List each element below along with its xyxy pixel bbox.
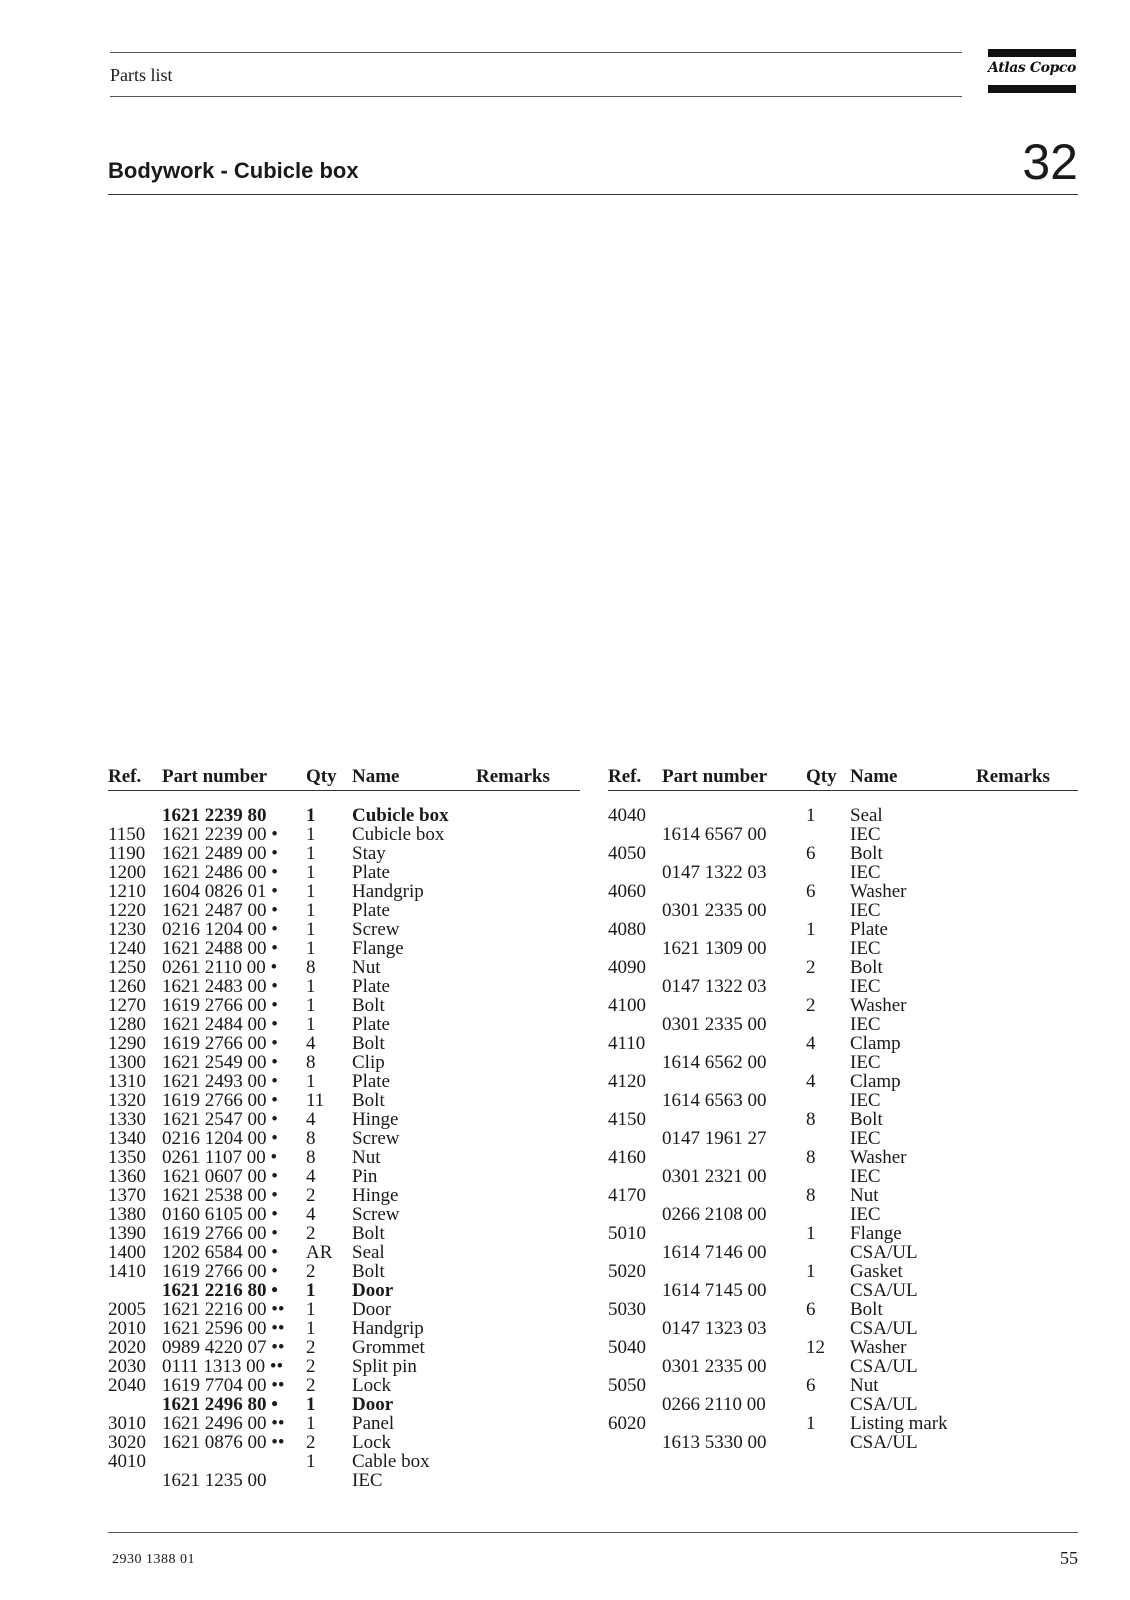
- qty-cell: 8: [806, 1109, 816, 1130]
- part-number-cell: 1621 2488 00 •: [162, 938, 278, 959]
- qty-cell: 1: [306, 1394, 316, 1415]
- name-cell: Nut: [850, 1185, 879, 1206]
- qty-cell: 4: [306, 1166, 316, 1187]
- part-number-cell: 1621 2239 80: [162, 805, 267, 826]
- name-cell: IEC: [850, 1052, 881, 1073]
- qty-cell: 1: [306, 900, 316, 921]
- ref-cell: 1150: [108, 824, 146, 845]
- part-number-cell: 0261 2110 00 •: [162, 957, 278, 978]
- name-cell: Clamp: [850, 1033, 901, 1054]
- qty-cell: 8: [306, 957, 316, 978]
- ref-cell: 1390: [108, 1223, 146, 1244]
- part-number-cell: 0301 2335 00: [662, 1356, 767, 1377]
- ref-cell: 4100: [608, 995, 646, 1016]
- name-cell: Bolt: [352, 1090, 385, 1111]
- part-number-cell: 1621 2239 00 •: [162, 824, 278, 845]
- col-header-part-number: Part number: [162, 766, 268, 787]
- ref-cell: 5050: [608, 1375, 646, 1396]
- ref-cell: 1340: [108, 1128, 146, 1149]
- ref-cell: 2040: [108, 1375, 146, 1396]
- col-header-name: Name: [850, 766, 898, 787]
- col-header-qty: Qty: [306, 766, 337, 787]
- ref-cell: 1280: [108, 1014, 146, 1035]
- ref-cell: 1200: [108, 862, 146, 883]
- ref-cell: 1320: [108, 1090, 146, 1111]
- document-type-label: Parts list: [110, 65, 173, 85]
- name-cell: IEC: [850, 1090, 881, 1111]
- qty-cell: 1: [306, 843, 316, 864]
- ref-cell: 4090: [608, 957, 646, 978]
- name-cell: Plate: [352, 900, 390, 921]
- name-cell: Plate: [352, 862, 390, 883]
- qty-cell: 2: [306, 1432, 316, 1453]
- part-number-cell: 1621 2216 00 ••: [162, 1299, 285, 1320]
- name-cell: Bolt: [352, 1261, 385, 1282]
- name-cell: IEC: [850, 1204, 881, 1225]
- ref-cell: 1220: [108, 900, 146, 921]
- ref-cell: 4160: [608, 1147, 646, 1168]
- qty-cell: 8: [306, 1128, 316, 1149]
- ref-cell: 6020: [608, 1413, 646, 1434]
- name-cell: IEC: [850, 1166, 881, 1187]
- qty-cell: 1: [806, 1413, 816, 1434]
- qty-cell: 6: [806, 881, 816, 902]
- name-cell: Nut: [352, 957, 381, 978]
- part-number-cell: 1621 2493 00 •: [162, 1071, 278, 1092]
- qty-cell: 2: [306, 1337, 316, 1358]
- qty-cell: 4: [806, 1071, 816, 1092]
- name-cell: CSA/UL: [850, 1356, 918, 1377]
- name-cell: Bolt: [352, 995, 385, 1016]
- ref-cell: 1370: [108, 1185, 146, 1206]
- qty-cell: 1: [306, 1071, 316, 1092]
- name-cell: Door: [352, 1280, 394, 1301]
- ref-cell: 1350: [108, 1147, 146, 1168]
- qty-cell: 1: [306, 1014, 316, 1035]
- name-cell: Hinge: [352, 1109, 399, 1130]
- name-cell: Screw: [352, 1128, 400, 1149]
- name-cell: Bolt: [850, 1299, 883, 1320]
- ref-cell: 1230: [108, 919, 146, 940]
- part-number-cell: 1621 1235 00: [162, 1470, 267, 1491]
- qty-cell: 1: [306, 938, 316, 959]
- part-number-cell: 1604 0826 01 •: [162, 881, 278, 902]
- ref-cell: 5040: [608, 1337, 646, 1358]
- document-number: 2930 1388 01: [112, 1552, 195, 1567]
- ref-cell: 3020: [108, 1432, 146, 1453]
- name-cell: Washer: [850, 881, 907, 902]
- name-cell: Lock: [352, 1432, 392, 1453]
- col-header-qty: Qty: [806, 766, 837, 787]
- qty-cell: 2: [806, 995, 816, 1016]
- brand-name: Atlas Copco: [988, 60, 1076, 76]
- part-number-cell: 1621 2496 00 ••: [162, 1413, 285, 1434]
- part-number-cell: 0147 1322 03: [662, 862, 767, 883]
- qty-cell: 1: [306, 1299, 316, 1320]
- ref-cell: 1210: [108, 881, 146, 902]
- section-title-rule: [108, 194, 1078, 195]
- name-cell: Washer: [850, 1337, 907, 1358]
- name-cell: Clip: [352, 1052, 385, 1073]
- header-bottom-rule: [110, 96, 962, 97]
- qty-cell: 1: [806, 919, 816, 940]
- qty-cell: 1: [806, 805, 816, 826]
- qty-cell: 8: [806, 1185, 816, 1206]
- name-cell: Plate: [352, 976, 390, 997]
- name-cell: Grommet: [352, 1337, 425, 1358]
- qty-cell: 12: [806, 1337, 825, 1358]
- qty-cell: 1: [306, 919, 316, 940]
- ref-cell: 4150: [608, 1109, 646, 1130]
- part-number-cell: 1621 2596 00 ••: [162, 1318, 285, 1339]
- part-number-cell: 0216 1204 00 •: [162, 919, 278, 940]
- part-number-cell: 1619 7704 00 ••: [162, 1375, 285, 1396]
- name-cell: Plate: [850, 919, 888, 940]
- ref-cell: 1400: [108, 1242, 146, 1263]
- qty-cell: 1: [306, 1318, 316, 1339]
- ref-cell: 1290: [108, 1033, 146, 1054]
- part-number-cell: 1621 2486 00 •: [162, 862, 278, 883]
- name-cell: Door: [352, 1394, 394, 1415]
- part-number-cell: 0266 2110 00: [662, 1394, 766, 1415]
- name-cell: Split pin: [352, 1356, 417, 1377]
- ref-cell: 5020: [608, 1261, 646, 1282]
- part-number-cell: 1621 2496 80 •: [162, 1394, 278, 1415]
- ref-cell: 1410: [108, 1261, 146, 1282]
- name-cell: Bolt: [850, 843, 883, 864]
- name-cell: IEC: [352, 1470, 383, 1491]
- name-cell: CSA/UL: [850, 1318, 918, 1339]
- name-cell: Stay: [352, 843, 386, 864]
- name-cell: IEC: [850, 862, 881, 883]
- name-cell: Washer: [850, 995, 907, 1016]
- name-cell: CSA/UL: [850, 1280, 918, 1301]
- col-header-ref: Ref.: [108, 766, 142, 787]
- part-number-cell: 0989 4220 07 ••: [162, 1337, 285, 1358]
- qty-cell: 1: [306, 995, 316, 1016]
- name-cell: Handgrip: [352, 1318, 424, 1339]
- part-number-cell: 1621 2483 00 •: [162, 976, 278, 997]
- page-number: 55: [1060, 1548, 1078, 1568]
- ref-cell: 4110: [608, 1033, 646, 1054]
- qty-cell: 8: [306, 1052, 316, 1073]
- part-number-cell: 1614 6562 00: [662, 1052, 767, 1073]
- part-number-cell: 0147 1961 27: [662, 1128, 767, 1149]
- name-cell: IEC: [850, 824, 881, 845]
- ref-cell: 1250: [108, 957, 146, 978]
- part-number-cell: 1619 2766 00 •: [162, 1223, 278, 1244]
- part-number-cell: 0216 1204 00 •: [162, 1128, 278, 1149]
- part-number-cell: 1621 2489 00 •: [162, 843, 278, 864]
- qty-cell: 11: [306, 1090, 325, 1111]
- qty-cell: 6: [806, 843, 816, 864]
- part-number-cell: 1621 2538 00 •: [162, 1185, 278, 1206]
- name-cell: Screw: [352, 919, 400, 940]
- name-cell: Seal: [352, 1242, 385, 1263]
- name-cell: Cubicle box: [352, 824, 445, 845]
- qty-cell: 4: [306, 1204, 316, 1225]
- section-number: 32: [1022, 134, 1078, 190]
- qty-cell: 1: [306, 1280, 316, 1301]
- part-number-cell: 1202 6584 00 •: [162, 1242, 278, 1263]
- part-number-cell: 0261 1107 00 •: [162, 1147, 278, 1168]
- name-cell: Washer: [850, 1147, 907, 1168]
- part-number-cell: 1614 6563 00: [662, 1090, 767, 1111]
- part-number-cell: 1619 2766 00 •: [162, 1261, 278, 1282]
- qty-cell: 1: [806, 1223, 816, 1244]
- name-cell: IEC: [850, 900, 881, 921]
- table-header-rule: [608, 790, 1078, 791]
- qty-cell: 4: [306, 1033, 316, 1054]
- ref-cell: 4170: [608, 1185, 646, 1206]
- section-title: Bodywork - Cubicle box: [108, 158, 359, 183]
- name-cell: Gasket: [850, 1261, 903, 1282]
- ref-cell: 1260: [108, 976, 146, 997]
- col-header-remarks: Remarks: [976, 766, 1050, 787]
- name-cell: Nut: [850, 1375, 879, 1396]
- ref-cell: 1380: [108, 1204, 146, 1225]
- part-number-cell: 1621 2547 00 •: [162, 1109, 278, 1130]
- ref-cell: 1300: [108, 1052, 146, 1073]
- part-number-cell: 0147 1322 03: [662, 976, 767, 997]
- ref-cell: 2005: [108, 1299, 146, 1320]
- part-number-cell: 1619 2766 00 •: [162, 1033, 278, 1054]
- qty-cell: 2: [306, 1261, 316, 1282]
- part-number-cell: 0160 6105 00 •: [162, 1204, 278, 1225]
- qty-cell: 6: [806, 1375, 816, 1396]
- header-top-rule: [110, 52, 962, 53]
- qty-cell: 1: [306, 881, 316, 902]
- name-cell: Door: [352, 1299, 392, 1320]
- name-cell: Flange: [352, 938, 404, 959]
- qty-cell: 2: [306, 1356, 316, 1377]
- name-cell: Flange: [850, 1223, 902, 1244]
- name-cell: Panel: [352, 1413, 395, 1434]
- name-cell: Listing mark: [850, 1413, 948, 1434]
- qty-cell: 4: [306, 1109, 316, 1130]
- qty-cell: 1: [306, 976, 316, 997]
- qty-cell: 8: [306, 1147, 316, 1168]
- qty-cell: 2: [306, 1185, 316, 1206]
- ref-cell: 4080: [608, 919, 646, 940]
- part-number-cell: 1621 1309 00: [662, 938, 767, 959]
- name-cell: Seal: [850, 805, 883, 826]
- table-header-rule: [108, 790, 580, 791]
- name-cell: Handgrip: [352, 881, 424, 902]
- ref-cell: 1190: [108, 843, 146, 864]
- part-number-cell: 1621 2216 80 •: [162, 1280, 278, 1301]
- name-cell: Bolt: [352, 1033, 385, 1054]
- ref-cell: 5010: [608, 1223, 646, 1244]
- ref-cell: 2010: [108, 1318, 146, 1339]
- ref-cell: 4010: [108, 1451, 146, 1472]
- ref-cell: 2020: [108, 1337, 146, 1358]
- ref-cell: 2030: [108, 1356, 146, 1377]
- name-cell: Lock: [352, 1375, 392, 1396]
- qty-cell: 6: [806, 1299, 816, 1320]
- qty-cell: 2: [306, 1223, 316, 1244]
- name-cell: IEC: [850, 976, 881, 997]
- name-cell: Plate: [352, 1071, 390, 1092]
- qty-cell: 2: [806, 957, 816, 978]
- ref-cell: 3010: [108, 1413, 146, 1434]
- part-number-cell: 0301 2335 00: [662, 1014, 767, 1035]
- col-header-remarks: Remarks: [476, 766, 550, 787]
- part-number-cell: 0301 2321 00: [662, 1166, 767, 1187]
- name-cell: CSA/UL: [850, 1242, 918, 1263]
- name-cell: IEC: [850, 1128, 881, 1149]
- name-cell: Hinge: [352, 1185, 399, 1206]
- part-number-cell: 1621 2549 00 •: [162, 1052, 278, 1073]
- ref-cell: 5030: [608, 1299, 646, 1320]
- name-cell: Clamp: [850, 1071, 901, 1092]
- qty-cell: AR: [306, 1242, 333, 1263]
- col-header-name: Name: [352, 766, 400, 787]
- part-number-cell: 1621 2487 00 •: [162, 900, 278, 921]
- qty-cell: 1: [306, 862, 316, 883]
- qty-cell: 4: [806, 1033, 816, 1054]
- atlas-copco-logo: [988, 49, 1076, 94]
- qty-cell: 8: [806, 1147, 816, 1168]
- ref-cell: 1360: [108, 1166, 146, 1187]
- ref-cell: 4120: [608, 1071, 646, 1092]
- name-cell: CSA/UL: [850, 1394, 918, 1415]
- part-number-cell: 1621 0876 00 ••: [162, 1432, 285, 1453]
- col-header-part-number: Part number: [662, 766, 768, 787]
- part-number-cell: 1614 7145 00: [662, 1280, 767, 1301]
- part-number-cell: 1614 6567 00: [662, 824, 767, 845]
- part-number-cell: 0111 1313 00 ••: [162, 1356, 284, 1377]
- ref-cell: 4060: [608, 881, 646, 902]
- qty-cell: 1: [806, 1261, 816, 1282]
- part-number-cell: 1614 7146 00: [662, 1242, 767, 1263]
- qty-cell: 2: [306, 1375, 316, 1396]
- name-cell: Bolt: [850, 957, 883, 978]
- part-number-cell: 1621 0607 00 •: [162, 1166, 278, 1187]
- name-cell: Pin: [352, 1166, 378, 1187]
- ref-cell: 1270: [108, 995, 146, 1016]
- part-number-cell: 1619 2766 00 •: [162, 995, 278, 1016]
- ref-cell: 1330: [108, 1109, 146, 1130]
- exploded-view-illustration-area: [108, 210, 1078, 750]
- ref-cell: 4050: [608, 843, 646, 864]
- name-cell: Nut: [352, 1147, 381, 1168]
- part-number-cell: 0147 1323 03: [662, 1318, 767, 1339]
- part-number-cell: 1621 2484 00 •: [162, 1014, 278, 1035]
- name-cell: Screw: [352, 1204, 400, 1225]
- qty-cell: 1: [306, 1413, 316, 1434]
- part-number-cell: 0266 2108 00: [662, 1204, 767, 1225]
- part-number-cell: 0301 2335 00: [662, 900, 767, 921]
- qty-cell: 1: [306, 805, 316, 826]
- name-cell: CSA/UL: [850, 1432, 918, 1453]
- ref-cell: 1310: [108, 1071, 146, 1092]
- part-number-cell: 1619 2766 00 •: [162, 1090, 278, 1111]
- ref-cell: 4040: [608, 805, 646, 826]
- ref-cell: 1240: [108, 938, 146, 959]
- name-cell: Bolt: [352, 1223, 385, 1244]
- footer-rule: [108, 1532, 1078, 1533]
- name-cell: IEC: [850, 938, 881, 959]
- name-cell: Bolt: [850, 1109, 883, 1130]
- name-cell: Cable box: [352, 1451, 430, 1472]
- col-header-ref: Ref.: [608, 766, 642, 787]
- name-cell: Cubicle box: [352, 805, 449, 826]
- name-cell: Plate: [352, 1014, 390, 1035]
- qty-cell: 1: [306, 1451, 316, 1472]
- qty-cell: 1: [306, 824, 316, 845]
- name-cell: IEC: [850, 1014, 881, 1035]
- part-number-cell: 1613 5330 00: [662, 1432, 767, 1453]
